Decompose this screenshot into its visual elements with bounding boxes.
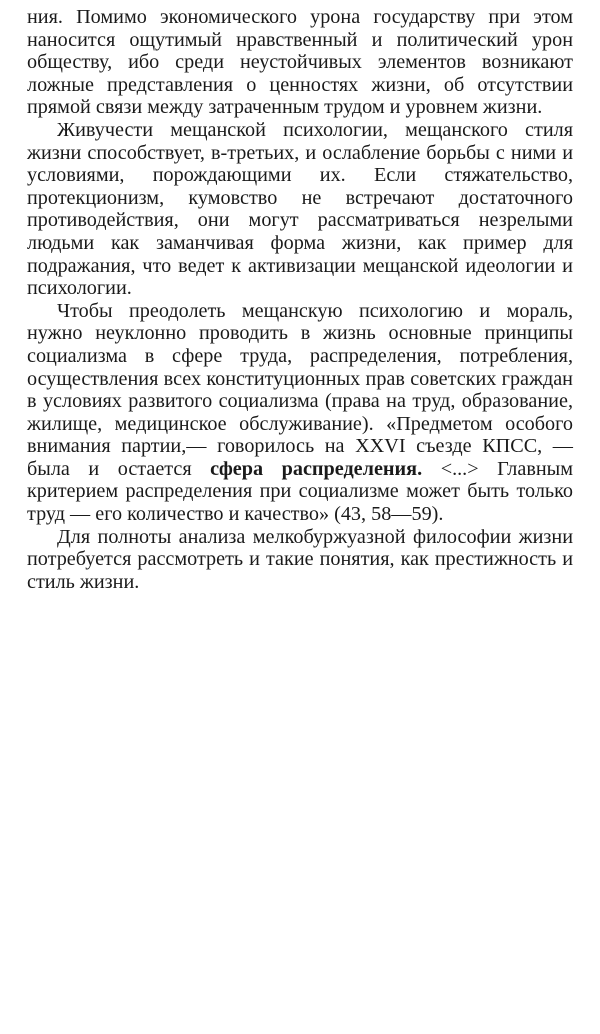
paragraph-vitality-of-philistinism: Живучести мещанской психологии, мещанского стиля жизни способствует, в-третьих, и ослабление борьбы с ними и условиями, порождающими их. Если стяжательство, протекционизм, кумовство не встречают достаточного противодействия, они могут рассматриваться незрелыми людьми как заманчивая форма жизни, как пример для подражания, что ведет к активизации мещанской идеологии и психологии.: [27, 118, 573, 300]
paragraph-text-after-emphasis: <...> Главным критерием распределения при социализме может быть только труд — его количество и качество» (43, 58—59).: [27, 457, 573, 526]
paragraph-continuation: ния. Помимо экономического урона государству при этом наносится ощутимый нравственный и политический урон обществу, ибо среди неустойчивых элементов возникают ложные представления о ценностях жизни, об отсутствии прямой связи между затраченным трудом и уровнем жизни.: [27, 6, 573, 119]
book-page: [27, 6, 573, 593]
paragraph-text-before-emphasis: Чтобы преодолеть мещанскую психологию и мораль, нужно неуклонно проводить в жизнь основные принципы социализма в сфере труда, распределения, потребления, осуществления всех конституционных прав советских граждан в условиях развитого социализма (права на труд, образование, жилище, медицинское обслуживание). «Предметом особого внимания партии,— говорилось на XXVI съезде КПСС, — была и остается: [27, 299, 573, 480]
paragraph-overcoming-philistinism: [27, 300, 573, 526]
emphasized-phrase: сфера распределения.: [210, 457, 423, 480]
paragraph-conclusion: Для полноты анализа мелкобуржуазной философии жизни потребуется рассмотреть и такие понятия, как престижность и стиль жизни.: [27, 525, 573, 593]
